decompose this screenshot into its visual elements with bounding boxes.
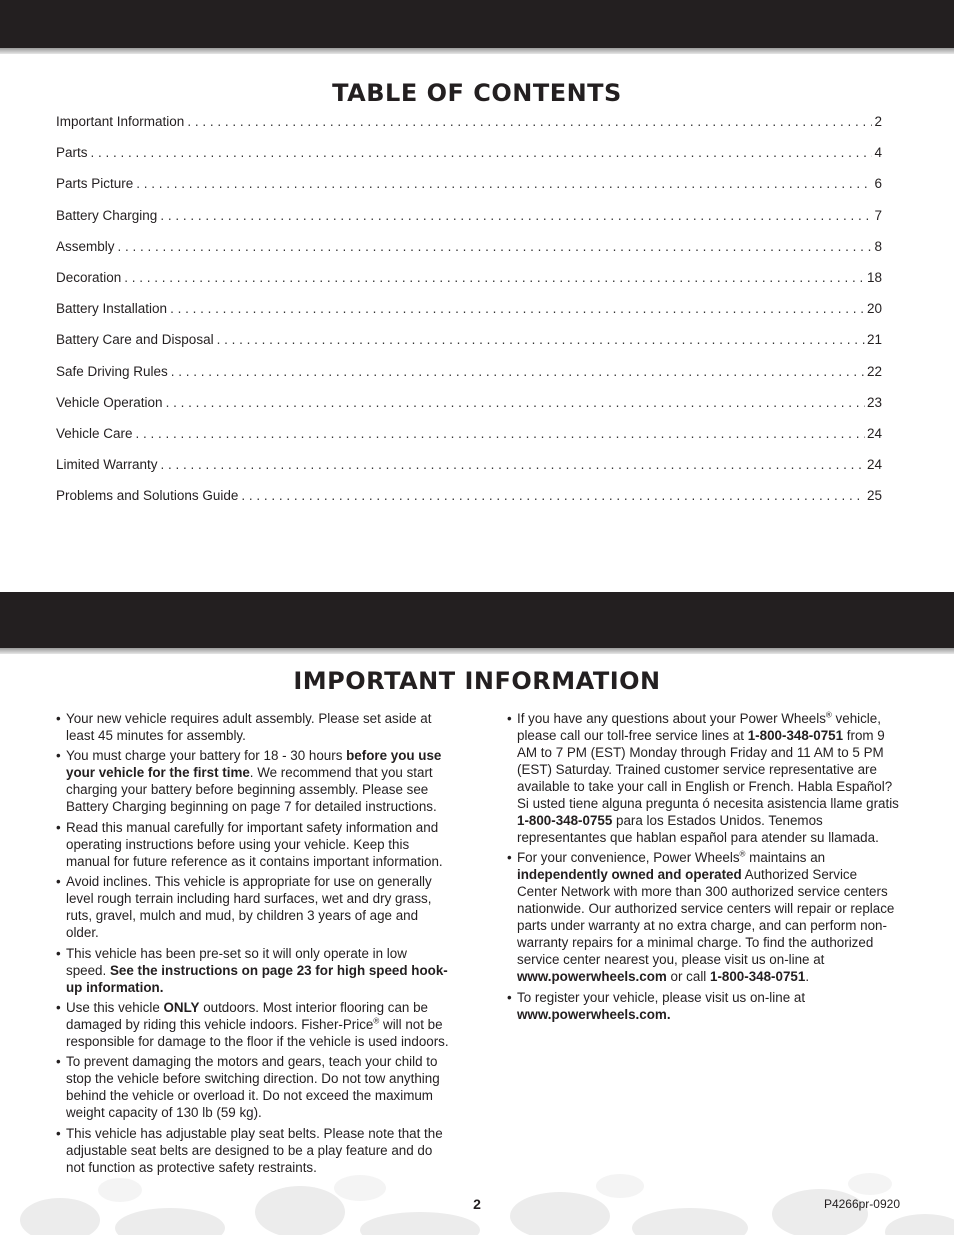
toc-entry-title: Parts: [56, 145, 88, 161]
info-bullet: • Use this vehicle ONLY outdoors. Most interior flooring can be damaged by riding this vehicle indoors. Fisher-Price® will not be responsible for damage to the floor if the vehicle is used indoors.: [56, 999, 450, 1050]
toc-entry-title: Battery Care and Disposal: [56, 332, 214, 348]
toc-entry[interactable]: [56, 301, 882, 332]
toc-entry-title: Vehicle Care: [56, 425, 133, 441]
info-bullet: • This vehicle has been pre-set so it will only operate in low speed. See the instructions on page 23 for high speed hook-up information.: [56, 945, 450, 996]
footer-terrain-texture: [0, 1150, 954, 1235]
toc-entry-page: 24: [866, 425, 882, 441]
info-bullet: • To prevent damaging the motors and gears, teach your child to stop the vehicle before switching direction. Do not tow anything behind the vehicle or overload it. Do not exceed the maximum weight capacity of 130 lb (59 kg).: [56, 1053, 450, 1121]
toc-entry-page: 21: [866, 332, 882, 348]
important-info-left-column: [56, 710, 450, 1179]
info-bullet: • This vehicle has adjustable play seat belts. Please note that the adjustable seat belts are designed to be a play feature and do not function as protective safety restraints.: [56, 1125, 450, 1176]
toc-entry[interactable]: [56, 208, 882, 239]
toc-leader-dots: [217, 332, 865, 347]
toc-entry-title: Important Information: [56, 114, 185, 129]
toc-entry[interactable]: [56, 364, 882, 395]
toc-leader-dots: [166, 395, 865, 410]
toc-entry[interactable]: [56, 145, 882, 176]
info-bullet: • Read this manual carefully for important safety information and operating instructions before using your vehicle. Keep this manual for future reference as it contains important information.: [56, 819, 450, 870]
info-bullet: • For your convenience, Power Wheels® maintains an independently owned and operated Authorized Service Center Network with more than 300 authorized service centers nationwide. Our authorized service centers will repair or replace parts under warranty at no extra charge, and can perform non-warranty repairs for a minimal charge. To find the authorized service center nearest you, please visit us on-line at www.powerwheels.com or call 1-800-348-0751.: [507, 849, 899, 985]
toc-entry-title: Battery Charging: [56, 207, 158, 223]
toc-entry-page: 18: [866, 269, 882, 285]
toc-leader-dots: [136, 176, 872, 191]
toc-entry[interactable]: [56, 426, 882, 457]
info-bullet: • To register your vehicle, please visit us on-line at www.powerwheels.com.: [507, 989, 899, 1023]
toc-leader-dots: [124, 270, 865, 285]
table-of-contents: [56, 114, 882, 519]
toc-entry-page: 20: [866, 301, 882, 317]
toc-entry-page: 22: [866, 363, 882, 379]
toc-leader-dots: [241, 488, 865, 503]
toc-entry-page: 6: [874, 176, 882, 192]
important-info-right-column: [507, 710, 899, 1026]
info-bullet: • If you have any questions about your Power Wheels® vehicle, please call our toll-free service lines at 1-800-348-0751 from 9 AM to 7 PM (EST) Monday through Friday and 11 AM to 5 PM (EST) Saturday. Trained customer service representative are available to take your call in English or French. Habla Español? Si usted tiene alguna pregunta ó necesita asistencia llame gratis 1-800-348-0755 para los Estados Unidos. Tenemos representantes que hablan español para atender su llamada.: [507, 710, 899, 846]
section-band: [0, 592, 954, 648]
toc-entry-title: Vehicle Operation: [56, 394, 163, 410]
toc-entry-title: Assembly: [56, 238, 115, 254]
toc-leader-dots: [187, 114, 872, 129]
toc-entry[interactable]: [56, 176, 882, 207]
toc-entry-page: 25: [866, 488, 882, 504]
toc-entry[interactable]: [56, 332, 882, 363]
section-band-shadow: [0, 648, 954, 654]
toc-leader-dots: [118, 239, 873, 254]
toc-entry-page: 8: [874, 238, 882, 254]
toc-entry-page: 2: [874, 114, 882, 129]
toc-leader-dots: [170, 301, 865, 316]
info-bullet: • Avoid inclines. This vehicle is appropriate for use on generally level rough terrain including hard surfaces, wet and dry grass, ruts, gravel, mulch and mud, by children 3 years of age and older.: [56, 873, 450, 941]
header-band-shadow: [0, 48, 954, 54]
header-band: [0, 0, 954, 48]
phone-number: 1-800-348-0751: [710, 969, 806, 985]
toc-entry[interactable]: [56, 395, 882, 426]
document-code: P4266pr-0920: [823, 1197, 900, 1211]
phone-number: 1-800-348-0751: [747, 728, 844, 743]
phone-number: 1-800-348-0755: [517, 813, 613, 828]
toc-entry[interactable]: [56, 457, 882, 488]
toc-entry-page: 24: [866, 457, 882, 473]
website-link[interactable]: www.powerwheels.com: [517, 969, 667, 985]
toc-entry-title: Battery Installation: [56, 301, 168, 317]
info-bullet: • You must charge your battery for 18 - 30 hours before you use your vehicle for the first time. We recommend that you start charging your battery before beginning assembly. Please see Battery Charging beginning on page 7 for detailed instructions.: [56, 747, 450, 815]
info-bullet: • Your new vehicle requires adult assembly. Please set aside at least 45 minutes for assembly.: [56, 710, 450, 744]
toc-entry[interactable]: [56, 488, 882, 519]
toc-entry-title: Safe Driving Rules: [56, 363, 168, 379]
toc-heading: TABLE OF CONTENTS: [332, 79, 622, 107]
important-info-heading: IMPORTANT INFORMATION: [293, 667, 661, 695]
toc-leader-dots: [171, 364, 865, 379]
website-link[interactable]: www.powerwheels.com.: [517, 1006, 671, 1022]
toc-entry-page: 7: [874, 207, 882, 223]
toc-entry-title: Problems and Solutions Guide: [56, 488, 239, 504]
page-number: 2: [473, 1196, 481, 1212]
toc-entry-title: Limited Warranty: [56, 457, 158, 473]
toc-entry[interactable]: [56, 114, 882, 145]
toc-leader-dots: [91, 145, 873, 160]
toc-leader-dots: [136, 426, 865, 441]
toc-entry-title: Parts Picture: [56, 176, 134, 192]
toc-leader-dots: [161, 457, 865, 472]
toc-entry-page: 23: [866, 394, 882, 410]
toc-leader-dots: [160, 208, 872, 223]
toc-entry[interactable]: [56, 239, 882, 270]
toc-entry-title: Decoration: [56, 269, 122, 285]
toc-entry-page: 4: [874, 145, 882, 161]
toc-entry[interactable]: [56, 270, 882, 301]
